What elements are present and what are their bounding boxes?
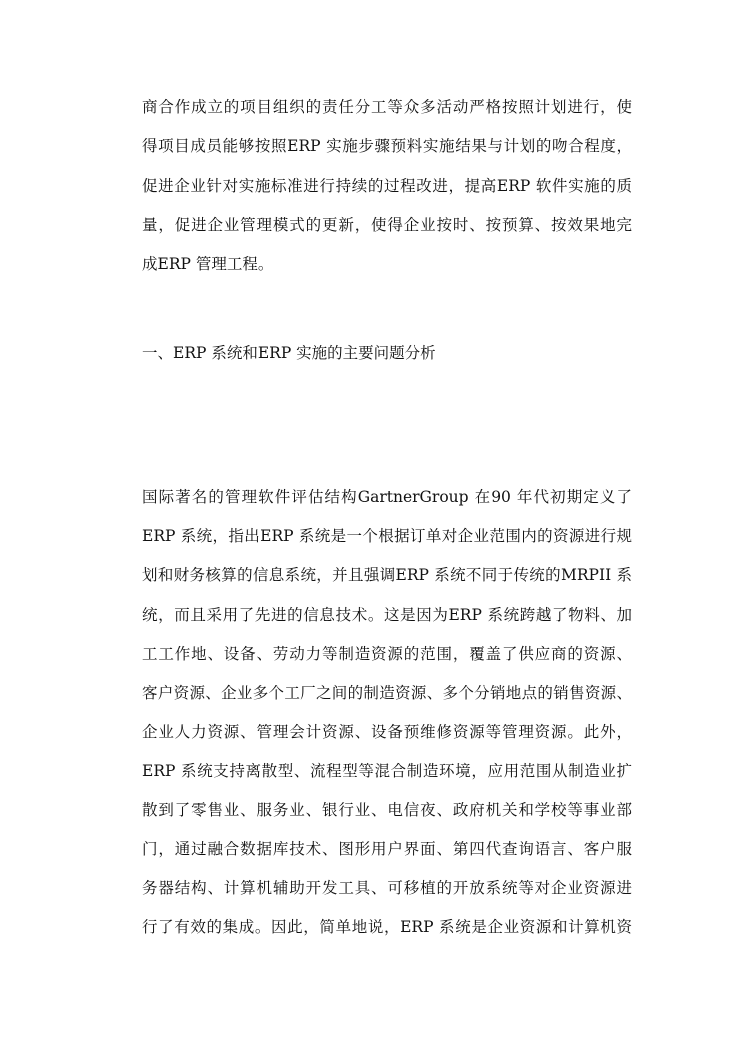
text-line: ERP 系统，指出ERP 系统是一个根据订单对企业范围内的资源进行规	[142, 527, 632, 545]
text-line: 行了有效的集成。因此，简单地说，ERP 系统是企业资源和计算机资	[142, 918, 632, 936]
text-line: 统，而且采用了先进的信息技术。这是因为ERP 系统跨越了物料、加	[142, 606, 632, 624]
text-line: 划和财务核算的信息系统，并且强调ERP 系统不同于传统的MRPII 系	[142, 566, 632, 584]
text-line: 商合作成立的项目组织的责任分工等众多活动严格按照计划进行，使	[142, 98, 632, 116]
text-line: 促进企业针对实施标准进行持续的过程改进，提高ERP 软件实施的质	[142, 177, 632, 195]
text-line: 成ERP 管理工程。	[142, 255, 274, 273]
text-line: 国际著名的管理软件评估结构GartnerGroup 在90 年代初期定义了	[142, 488, 632, 506]
text-line: 务器结构、计算机辅助开发工具、可移植的开放系统等对企业资源进	[142, 879, 632, 897]
text-line: 企业人力资源、管理会计资源、设备预维修资源等管理资源。此外，	[142, 723, 632, 741]
section-heading: 一、ERP 系统和ERP 实施的主要问题分析	[142, 344, 436, 362]
text-line: 客户资源、企业多个工厂之间的制造资源、多个分销地点的销售资源、	[142, 684, 632, 702]
text-line: 门，通过融合数据库技术、图形用户界面、第四代查询语言、客户服	[142, 840, 632, 858]
text-line: 得项目成员能够按照ERP 实施步骤预料实施结果与计划的吻合程度，	[142, 137, 632, 155]
text-line: 散到了零售业、服务业、银行业、电信夜、政府机关和学校等事业部	[142, 801, 632, 819]
text-line: ERP 系统支持离散型、流程型等混合制造环境，应用范围从制造业扩	[142, 762, 632, 780]
text-line: 工工作地、设备、劳动力等制造资源的范围，覆盖了供应商的资源、	[142, 645, 632, 663]
text-line: 量，促进企业管理模式的更新，使得企业按时、按预算、按效果地完	[142, 216, 632, 234]
